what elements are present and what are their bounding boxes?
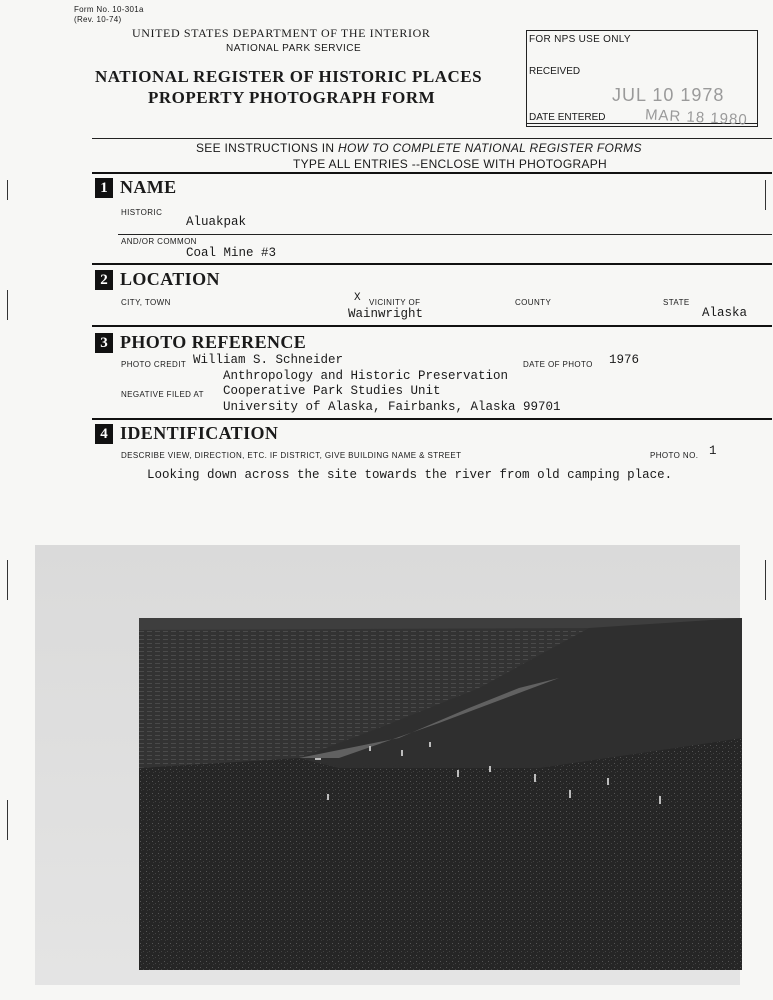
- common-name-label: AND/OR COMMON: [121, 237, 197, 246]
- view-description: Looking down across the site towards the river from old camping place.: [147, 468, 673, 482]
- date-entered-label: DATE ENTERED: [529, 112, 606, 123]
- form-title-line1: NATIONAL REGISTER OF HISTORIC PLACES: [95, 67, 483, 86]
- form-number: Form No. 10-301a: [74, 5, 144, 14]
- instructions-line2: TYPE ALL ENTRIES --ENCLOSE WITH PHOTOGRAPH: [293, 157, 607, 171]
- form-title-line2: PROPERTY PHOTOGRAPH FORM: [148, 88, 436, 107]
- negative-line3: University of Alaska, Fairbanks, Alaska 99701: [223, 400, 561, 414]
- vicinity-label: VICINITY OF: [369, 298, 421, 307]
- city-town-label: CITY, TOWN: [121, 298, 171, 307]
- received-stamp: JUL 10 1978: [612, 85, 725, 105]
- instructions-line1: [196, 141, 642, 155]
- photo-no-value: 1: [709, 444, 717, 458]
- nps-box-heading: FOR NPS USE ONLY: [529, 34, 631, 45]
- describe-view-label: DESCRIBE VIEW, DIRECTION, ETC. IF DISTRICT, GIVE BUILDING NAME & STREET: [121, 451, 462, 460]
- date-of-photo-value: 1976: [609, 353, 640, 367]
- identification-heading: IDENTIFICATION: [120, 423, 279, 443]
- site-photograph: [139, 618, 742, 970]
- instructions-prefix: SEE INSTRUCTIONS IN: [196, 141, 335, 155]
- section-3-number: 3: [95, 333, 113, 353]
- vicinity-mark: X: [354, 292, 361, 304]
- location-heading: LOCATION: [120, 269, 220, 289]
- name-heading: NAME: [120, 177, 177, 197]
- section-1-number: 1: [95, 178, 113, 198]
- nps-use-only-box: [526, 30, 758, 127]
- section-2-number: 2: [95, 270, 113, 290]
- city-value: Wainwright: [348, 307, 424, 321]
- negative-line1: Anthropology and Historic Preservation: [223, 369, 509, 383]
- date-of-photo-label: DATE OF PHOTO: [523, 360, 593, 369]
- photo-credit-value: William S. Schneider: [193, 353, 344, 367]
- negative-line2: Cooperative Park Studies Unit: [223, 384, 441, 398]
- common-name-value: Coal Mine #3: [186, 246, 277, 260]
- department-name: UNITED STATES DEPARTMENT OF THE INTERIOR: [132, 26, 431, 40]
- photo-credit-label: PHOTO CREDIT: [121, 360, 187, 369]
- historic-label: HISTORIC: [121, 208, 163, 217]
- state-value: Alaska: [702, 306, 748, 320]
- photo-no-label: PHOTO NO.: [650, 451, 699, 460]
- received-label: RECEIVED: [529, 66, 581, 77]
- service-name: NATIONAL PARK SERVICE: [226, 43, 362, 54]
- historic-value: Aluakpak: [186, 215, 247, 229]
- instructions-italic: HOW TO COMPLETE NATIONAL REGISTER FORMS: [338, 141, 642, 155]
- state-label: STATE: [663, 298, 690, 307]
- negative-filed-label: NEGATIVE FILED AT: [121, 390, 204, 399]
- county-label: COUNTY: [515, 298, 552, 307]
- photo-reference-heading: PHOTO REFERENCE: [120, 332, 307, 352]
- date-entered-stamp: MAR 18 1980: [644, 106, 749, 129]
- form-revision: (Rev. 10-74): [74, 15, 122, 24]
- section-4-number: 4: [95, 424, 113, 444]
